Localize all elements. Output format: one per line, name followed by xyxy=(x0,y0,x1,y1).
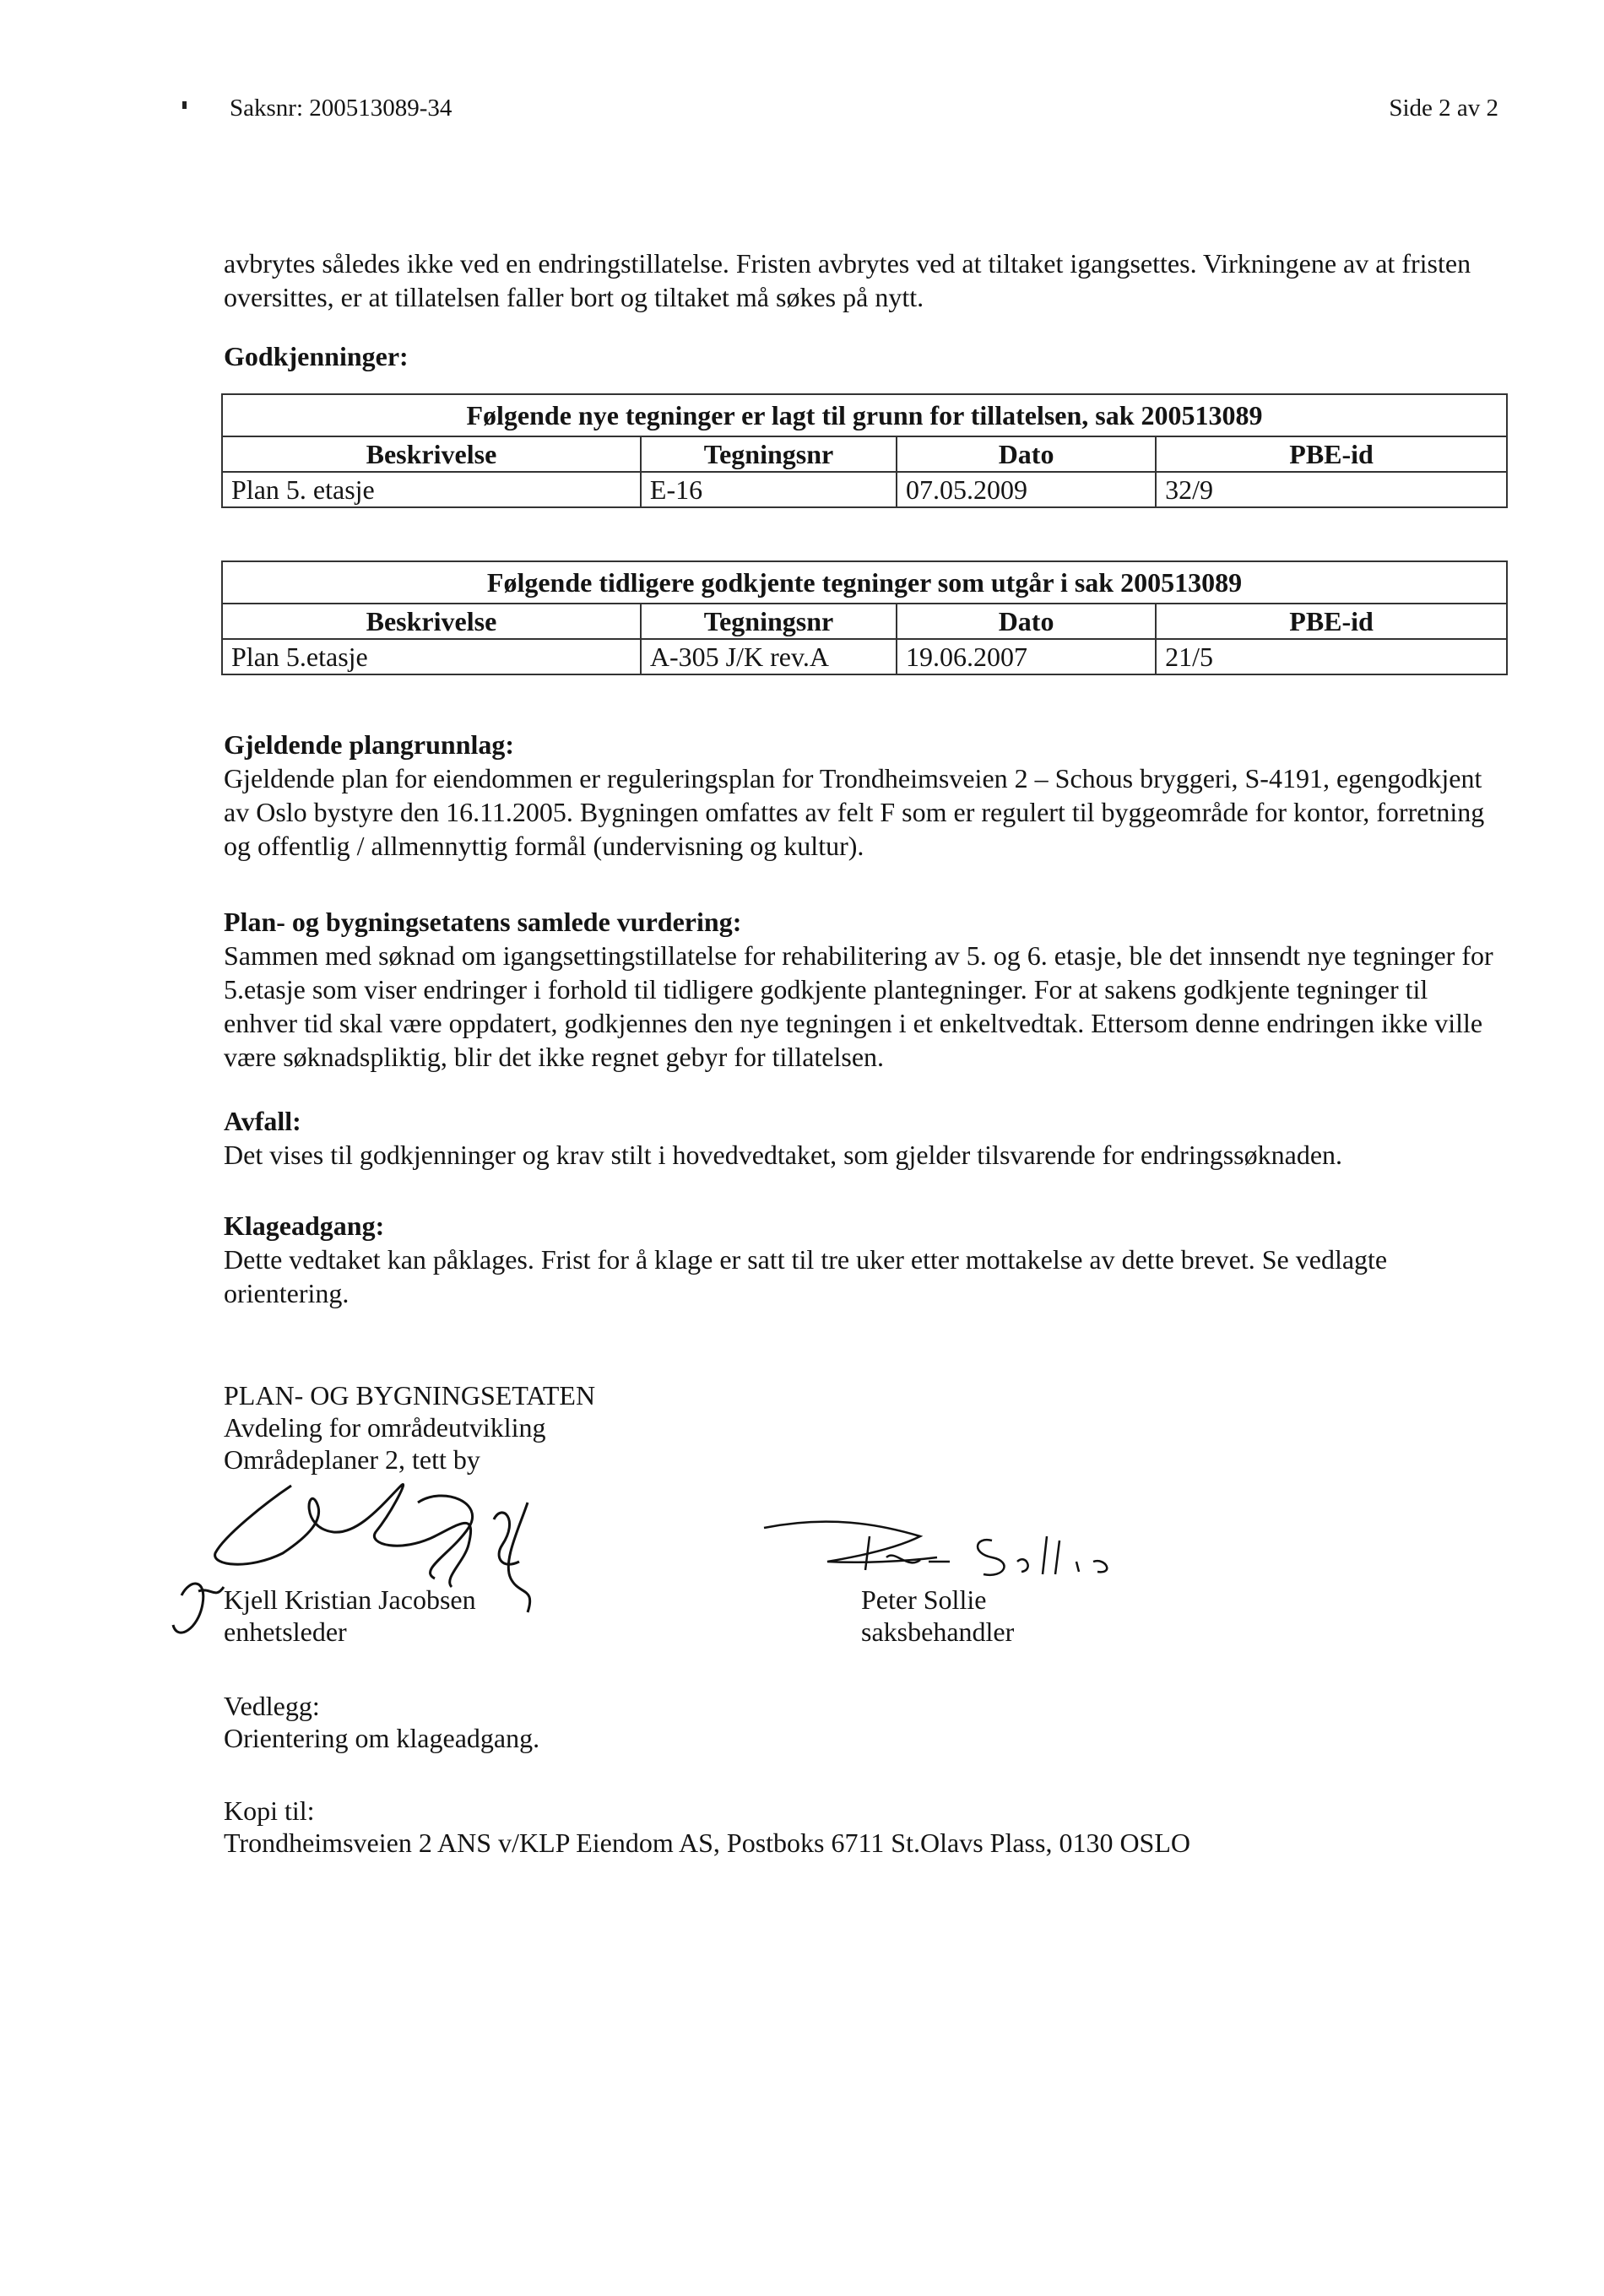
department-name: Avdeling for områdeutvikling xyxy=(224,1412,546,1443)
signer-2 xyxy=(861,1584,1014,1648)
signer-title: enhetsleder xyxy=(224,1616,347,1647)
column-header: Tegningsnr xyxy=(641,604,897,639)
section-heading: Gjeldende plangrunnlag: xyxy=(224,729,515,760)
column-header: Dato xyxy=(897,436,1156,472)
copy-recipient: Trondheimsveien 2 ANS v/KLP Eiendom AS, Postboks 6711 St.Olavs Plass, 0130 OSLO xyxy=(224,1828,1190,1858)
signer-title: saksbehandler xyxy=(861,1616,1015,1647)
section-body: Dette vedtaket kan påklages. Frist for å klage er satt til tre uker etter mottakelse av dette brevet. Se vedlagte orientering. xyxy=(224,1244,1388,1308)
scan-mark xyxy=(182,101,187,109)
intro-paragraph: avbrytes således ikke ved en endringstillatelse. Fristen avbrytes ved at tiltaket igangsettes. Virkningene av at fristen oversittes, er at tillatelsen faller bort og tiltaket må søkes på nytt. xyxy=(224,248,1471,312)
section-body: Sammen med søknad om igangsettingstillatelse for rehabilitering av 5. og 6. etasje, ble det innsendt nye tegninger for 5.etasje som viser endringer i forhold til tidligere godkjente plantegninger. For at sakens godkjente tegninger til enhver tid skal være oppdatert, godkjennes den nye tegningen i et enkeltvedtak. Ettersom denne endringen ikke ville være søknadspliktig, blir det ikke regnet gebyr for tillatelsen. xyxy=(224,940,1493,1072)
column-header: Beskrivelse xyxy=(222,604,641,639)
table-row xyxy=(222,639,1507,674)
new-drawings-title: Følgende nye tegninger er lagt til grunn for tillatelsen, sak 200513089 xyxy=(222,394,1507,436)
approvals-heading: Godkjenninger: xyxy=(224,341,409,371)
signer-name: Kjell Kristian Jacobsen xyxy=(224,1584,476,1615)
table-cell: Plan 5. etasje xyxy=(222,472,641,507)
section-heading: Klageadgang: xyxy=(224,1210,385,1241)
column-header: Beskrivelse xyxy=(222,436,641,472)
page-number: Side 2 av 2 xyxy=(1389,95,1498,122)
section-heading: Plan- og bygningsetatens samlede vurdering: xyxy=(224,907,742,937)
table-row xyxy=(222,472,1507,507)
table-cell: Plan 5.etasje xyxy=(222,639,641,674)
agency-name: PLAN- OG BYGNINGSETATEN xyxy=(224,1380,596,1411)
section-body: Gjeldende plan for eiendommen er reguleringsplan for Trondheimsveien 2 – Schous bryggeri, S-4191, egengodkjent av Oslo bystyre den 16.11.2005. Bygningen omfattes av felt F som er regulert til byggeområde for kontor, forretning og offentlig / allmennyttig formål (undervisning og kultur). xyxy=(224,763,1485,861)
copy-label: Kopi til: xyxy=(224,1795,315,1826)
column-header: PBE-id xyxy=(1156,604,1507,639)
attachments-label: Vedlegg: xyxy=(224,1691,320,1721)
table-cell: E-16 xyxy=(641,472,897,507)
section-plan-basis xyxy=(224,728,1507,863)
table-cell: 19.06.2007 xyxy=(897,639,1156,674)
attachment-item: Orientering om klageadgang. xyxy=(224,1723,540,1753)
old-drawings-title: Følgende tidligere godkjente tegninger som utgår i sak 200513089 xyxy=(222,561,1507,604)
signer-name: Peter Sollie xyxy=(861,1584,987,1615)
unit-name: Områdeplaner 2, tett by xyxy=(224,1444,480,1475)
section-waste xyxy=(224,1104,1507,1172)
attachments-block xyxy=(224,1690,539,1754)
section-heading: Avfall: xyxy=(224,1106,301,1136)
case-number: Saksnr: 200513089-34 xyxy=(230,95,452,122)
section-appeal xyxy=(224,1209,1507,1310)
section-body: Det vises til godkjenninger og krav stilt i hovedvedtaket, som gjelder tilsvarende for endringssøknaden. xyxy=(224,1140,1343,1170)
table-cell: 32/9 xyxy=(1156,472,1507,507)
column-header: PBE-id xyxy=(1156,436,1507,472)
column-header: Tegningsnr xyxy=(641,436,897,472)
signer-1 xyxy=(224,1584,476,1648)
column-header: Dato xyxy=(897,604,1156,639)
copy-block xyxy=(224,1795,1190,1859)
table-cell: 21/5 xyxy=(1156,639,1507,674)
old-drawings-table xyxy=(221,560,1508,675)
section-assessment xyxy=(224,905,1507,1074)
table-cell: 07.05.2009 xyxy=(897,472,1156,507)
signature-sollie xyxy=(760,1511,1148,1587)
table-cell: A-305 J/K rev.A xyxy=(641,639,897,674)
new-drawings-table xyxy=(221,393,1508,508)
